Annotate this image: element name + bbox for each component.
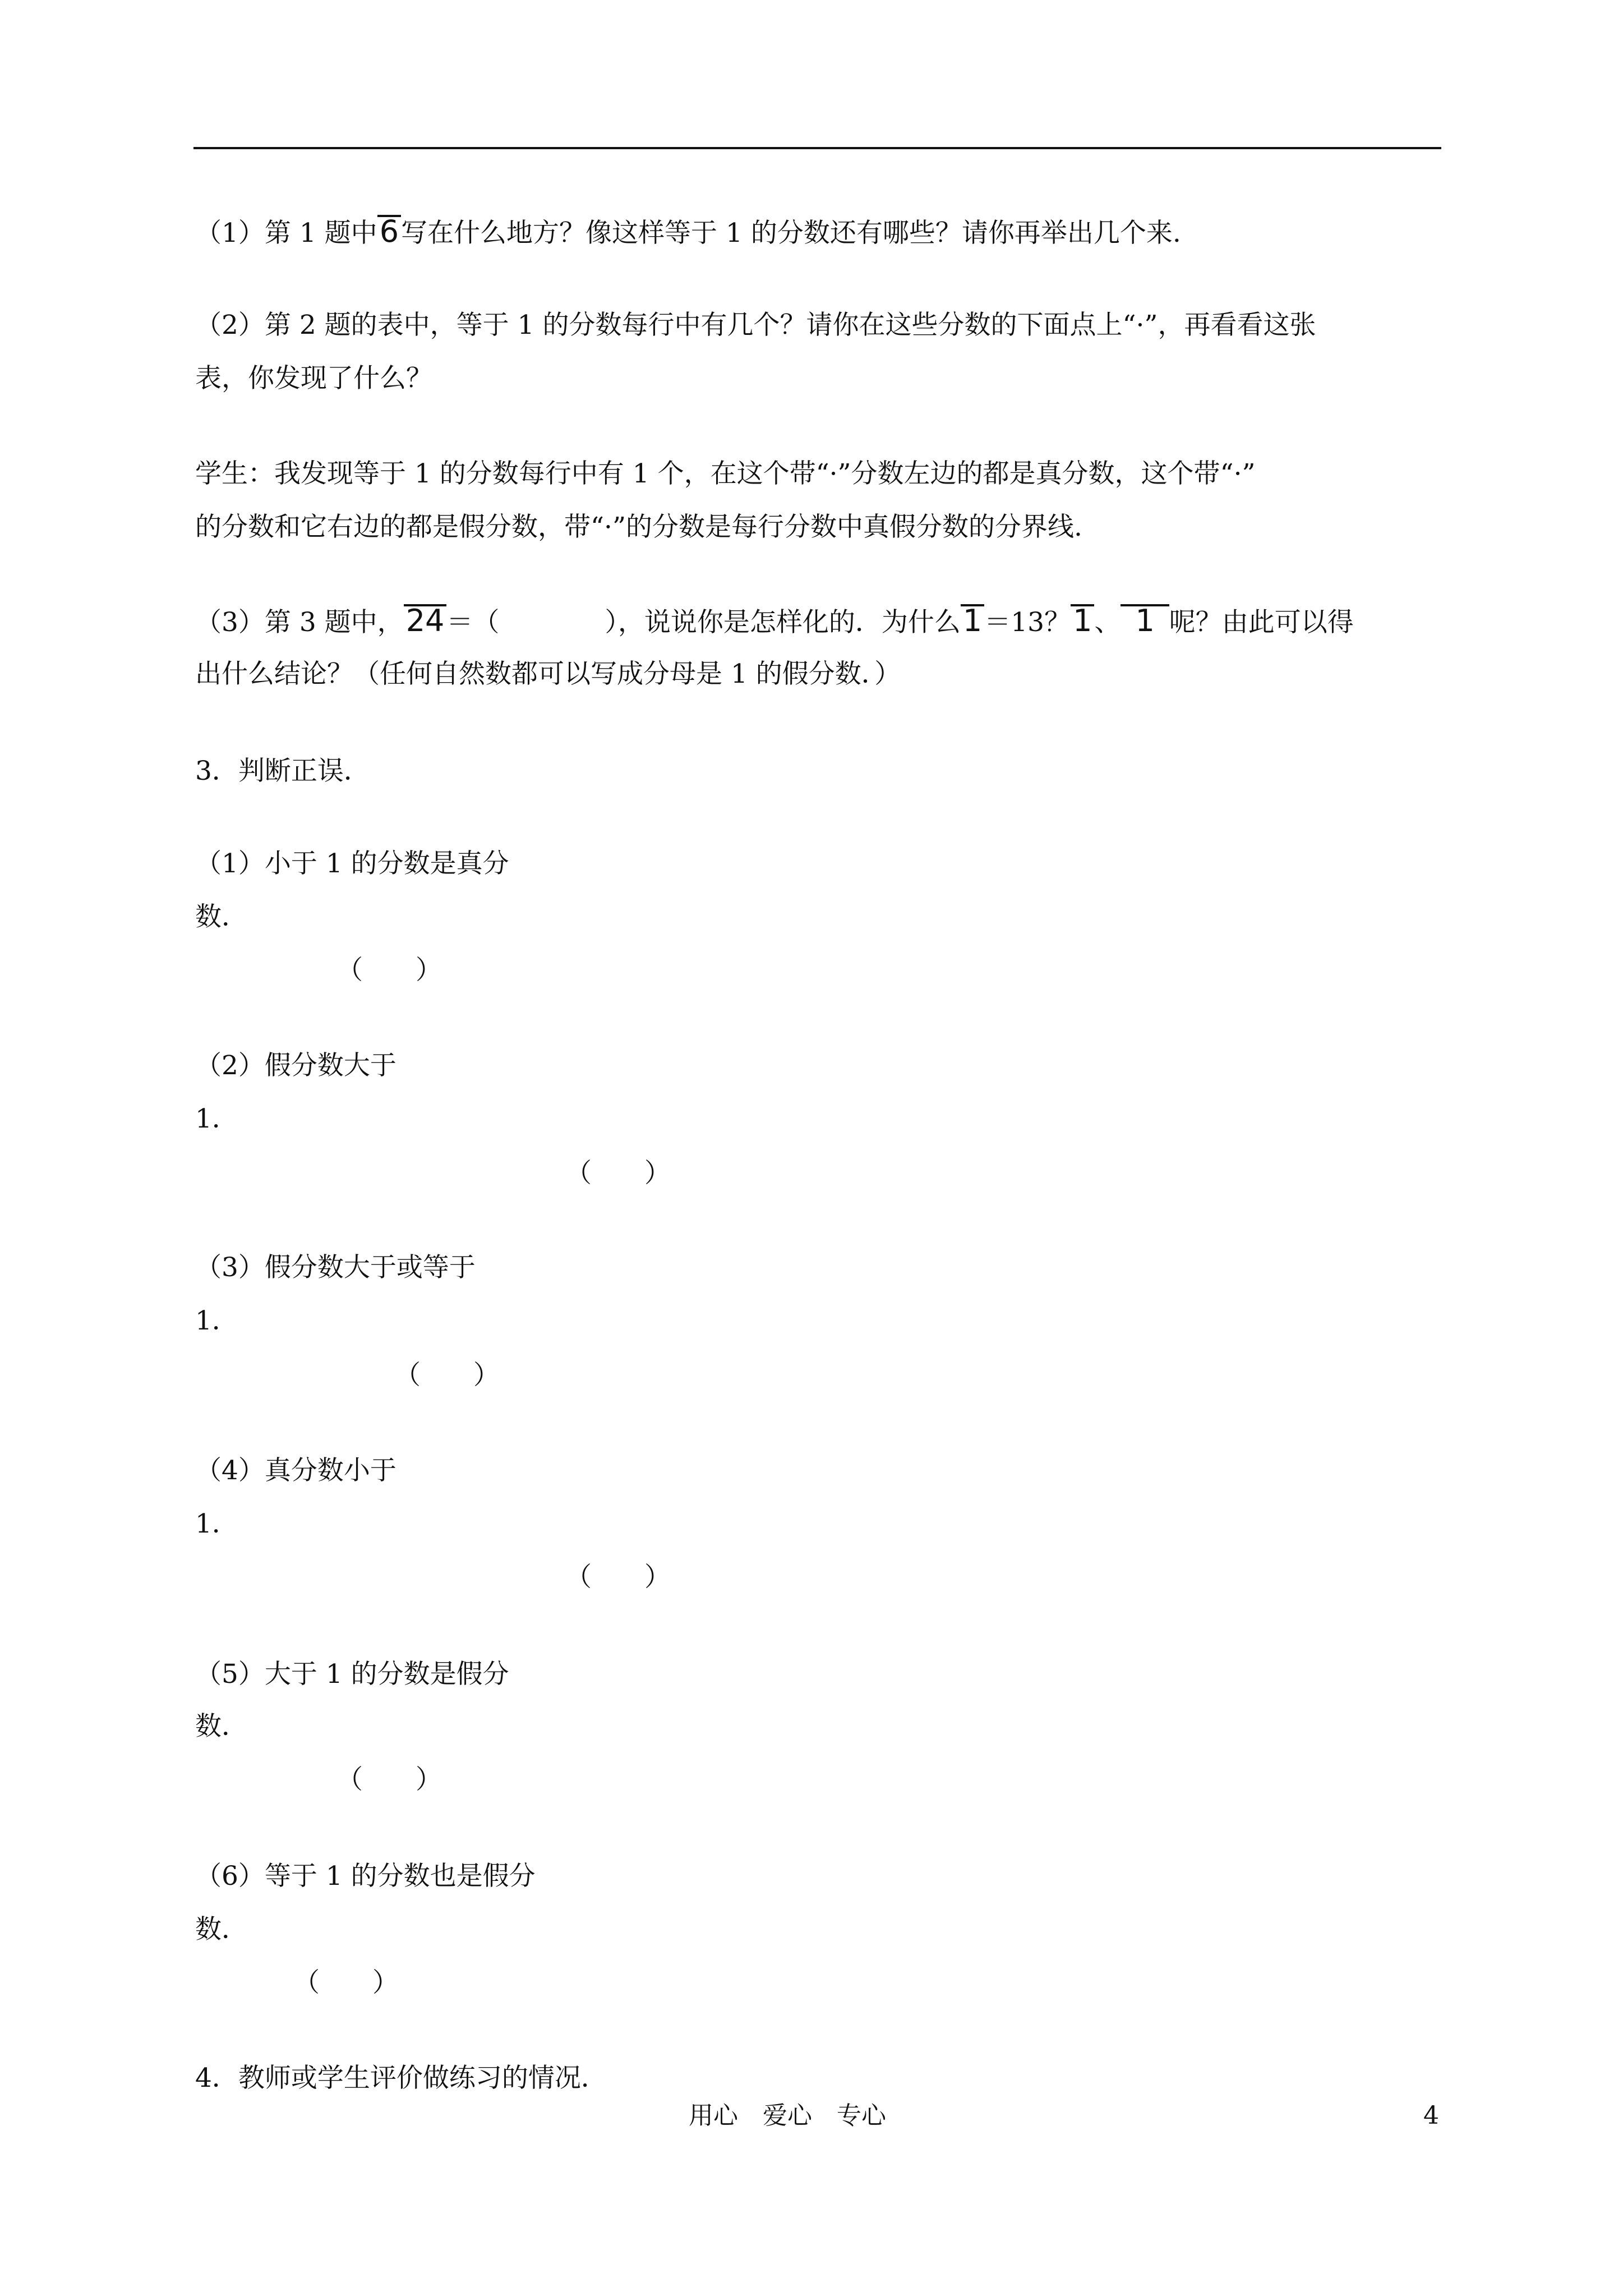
fraction-1-b: 1 [1071, 604, 1094, 636]
judgment-1-answer[interactable]: （ ） [336, 955, 442, 986]
judgment-2-answer[interactable]: （ ） [565, 1158, 671, 1189]
judgment-2-line-1: （2）假分数大于 [195, 1050, 396, 1081]
page-number: 4 [1423, 2101, 1439, 2130]
judgment-3-answer[interactable]: （ ） [394, 1360, 500, 1391]
student-answer-line-1: 学生：我发现等于 1 的分数每行中有 1 个，在这个带“·”分数左边的都是真分数，这个带“·” [195, 458, 1256, 489]
judgment-6-answer[interactable]: （ ） [293, 1967, 399, 1998]
fraction-6: 6 [377, 215, 401, 246]
judgment-1-line-1: （1）小于 1 的分数是真分 [195, 848, 509, 879]
q3-text-post: 呢？由此可以得 [1169, 607, 1354, 638]
q3-text-mid1: ＝（ ），说说你是怎样化的．为什么 [446, 607, 961, 638]
question-3-line-1 [195, 604, 1354, 639]
judgment-4-answer[interactable]: （ ） [565, 1562, 671, 1593]
judgment-1-line-2: 数． [195, 901, 248, 932]
question-2-line-1: （2）第 2 题的表中，等于 1 的分数每行中有几个？请你在这些分数的下面点上“·”，再看看这张 [195, 310, 1316, 341]
judgment-6-line-2: 数． [195, 1914, 248, 1945]
judgment-2-line-2: 1． [195, 1103, 238, 1134]
section-4-title: 4．教师或学生评价做练习的情况． [195, 2063, 607, 2093]
question-3-line-2: 出什么结论？（任何自然数都可以写成分母是 1 的假分数．） [195, 659, 901, 689]
judgment-3-line-2: 1． [195, 1305, 238, 1336]
judgment-3-line-1: （3）假分数大于或等于 [195, 1252, 476, 1283]
fraction-1-a: 1 [961, 604, 984, 636]
section-3-title: 3．判断正误． [195, 756, 370, 786]
fraction-1-c: 1 [1121, 604, 1169, 636]
q1-text-post: 写在什么地方？像这样等于 1 的分数还有哪些？请你再举出几个来. [401, 218, 1181, 249]
footer-motto: 用心 爱心 专心 [689, 2101, 886, 2130]
q3-text-mid2: ＝13？ [984, 607, 1071, 638]
judgment-5-answer[interactable]: （ ） [336, 1764, 442, 1795]
judgment-4-line-2: 1． [195, 1508, 238, 1539]
q1-text-pre: （1）第 1 题中 [195, 218, 377, 249]
judgment-4-line-1: （4）真分数小于 [195, 1455, 396, 1486]
q3-text-pre: （3）第 3 题中， [195, 607, 404, 638]
judgment-5-line-1: （5）大于 1 的分数是假分 [195, 1659, 509, 1690]
fraction-24: 24 [404, 604, 447, 636]
judgment-5-line-2: 数． [195, 1711, 248, 1742]
question-2-line-2: 表，你发现了什么？ [195, 363, 432, 394]
student-answer-line-2: 的分数和它右边的都是假分数，带“·”的分数是每行分数中真假分数的分界线. [195, 512, 1082, 542]
header-rule [193, 147, 1441, 149]
judgment-6-line-1: （6）等于 1 的分数也是假分 [195, 1861, 536, 1892]
q3-text-mid3: 、 [1094, 607, 1121, 638]
question-1-line [195, 215, 1181, 250]
